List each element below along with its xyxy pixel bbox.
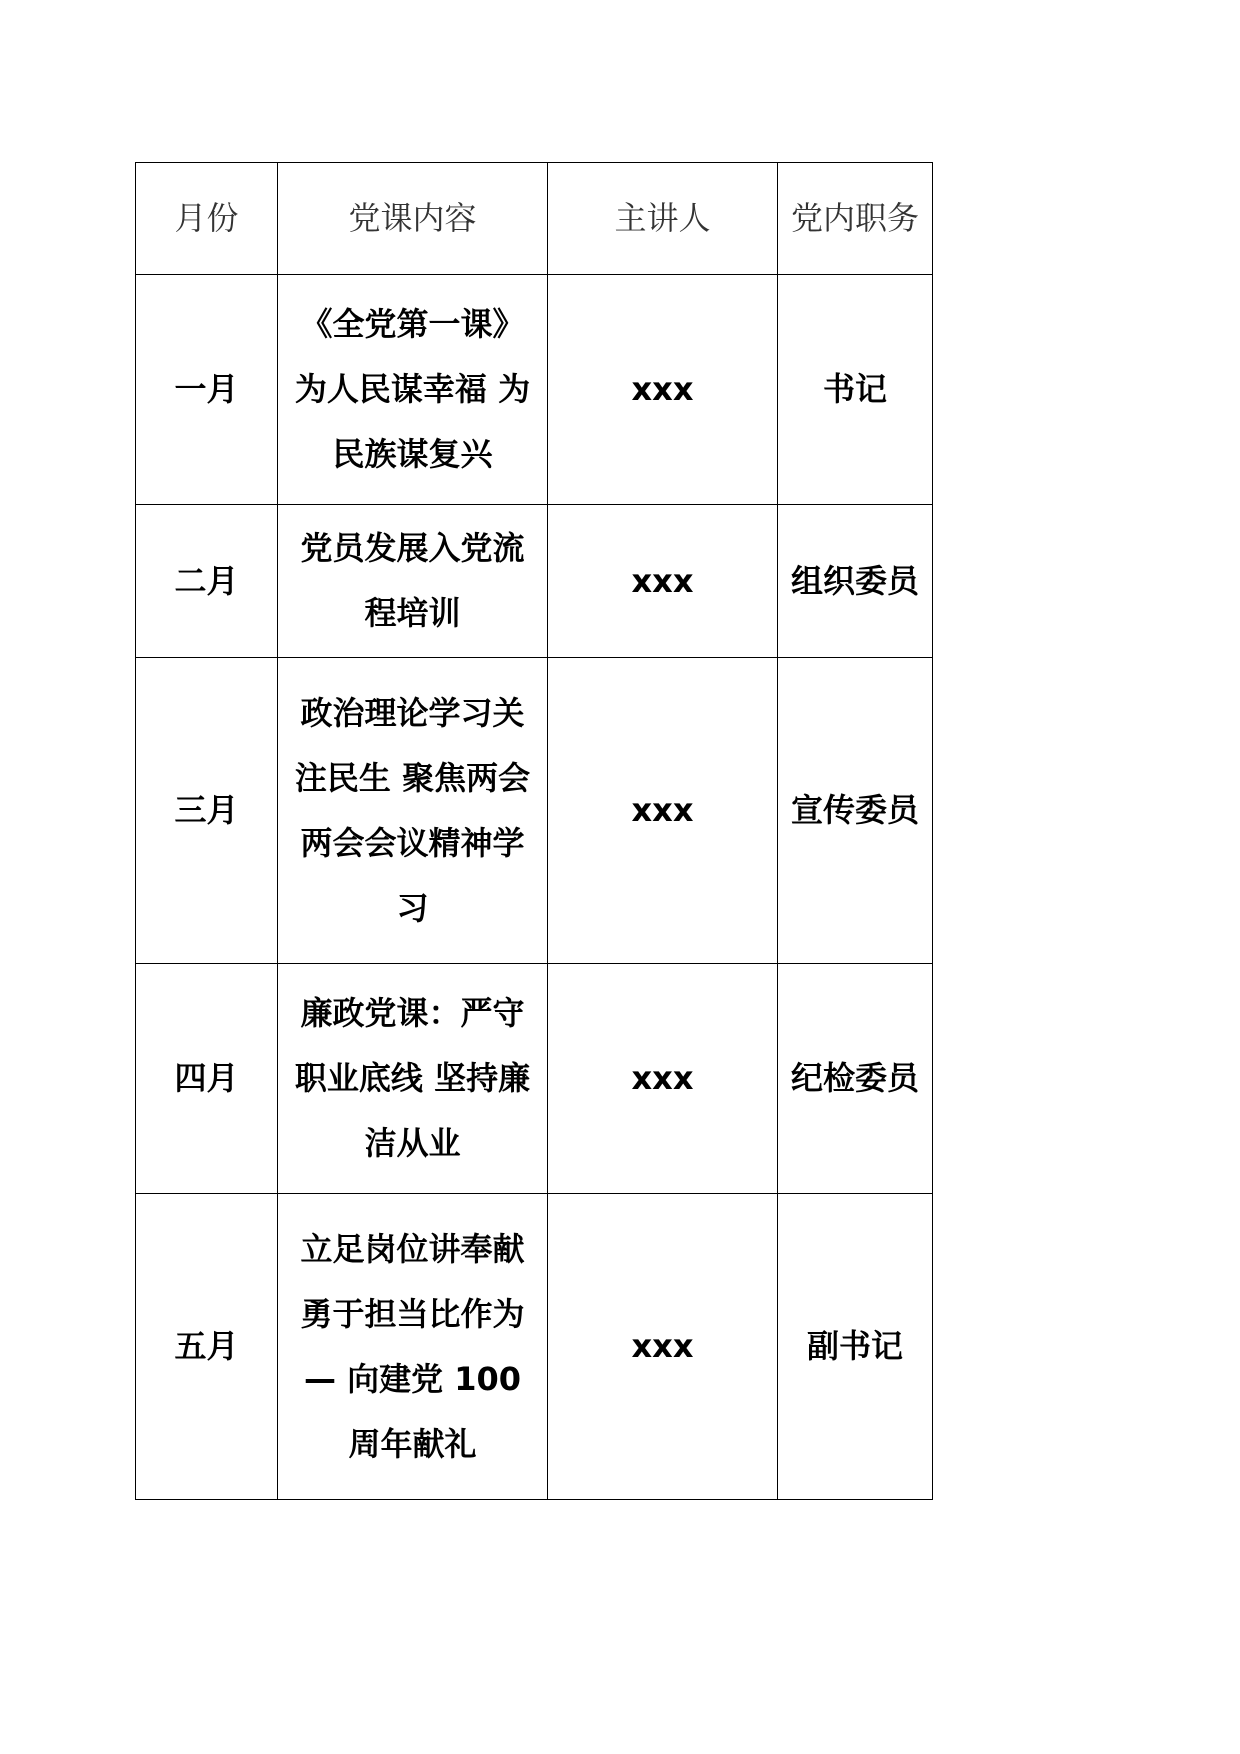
row-topic: 《全党第一课》为人民谋幸福 为民族谋复兴 (278, 275, 548, 505)
row-speaker: xxx (548, 964, 778, 1194)
row-topic: 政治理论学习关注民生 聚焦两会 两会会议精神学习 (278, 658, 548, 964)
header-month: 月份 (136, 163, 278, 275)
table-row (136, 658, 933, 964)
row-month: 四月 (136, 964, 278, 1194)
table-row (136, 275, 933, 505)
row-month: 二月 (136, 505, 278, 658)
row-speaker: xxx (548, 505, 778, 658)
header-speaker: 主讲人 (548, 163, 778, 275)
header-topic: 党课内容 (278, 163, 548, 275)
row-speaker: xxx (548, 1194, 778, 1500)
row-month: 五月 (136, 1194, 278, 1500)
table-header-row (136, 163, 933, 275)
row-role: 宣传委员 (778, 658, 933, 964)
row-role: 纪检委员 (778, 964, 933, 1194)
row-topic: 立足岗位讲奉献勇于担当比作为— 向建党 100 周年献礼 (278, 1194, 548, 1500)
row-role: 书记 (778, 275, 933, 505)
header-role: 党内职务 (778, 163, 933, 275)
table-row (136, 964, 933, 1194)
row-role: 副书记 (778, 1194, 933, 1500)
party-lesson-schedule-table (135, 162, 933, 1500)
row-topic: 廉政党课：严守职业底线 坚持廉洁从业 (278, 964, 548, 1194)
row-speaker: xxx (548, 658, 778, 964)
table-row (136, 505, 933, 658)
row-role: 组织委员 (778, 505, 933, 658)
row-month: 一月 (136, 275, 278, 505)
row-speaker: xxx (548, 275, 778, 505)
row-topic: 党员发展入党流程培训 (278, 505, 548, 658)
row-month: 三月 (136, 658, 278, 964)
table-row (136, 1194, 933, 1500)
